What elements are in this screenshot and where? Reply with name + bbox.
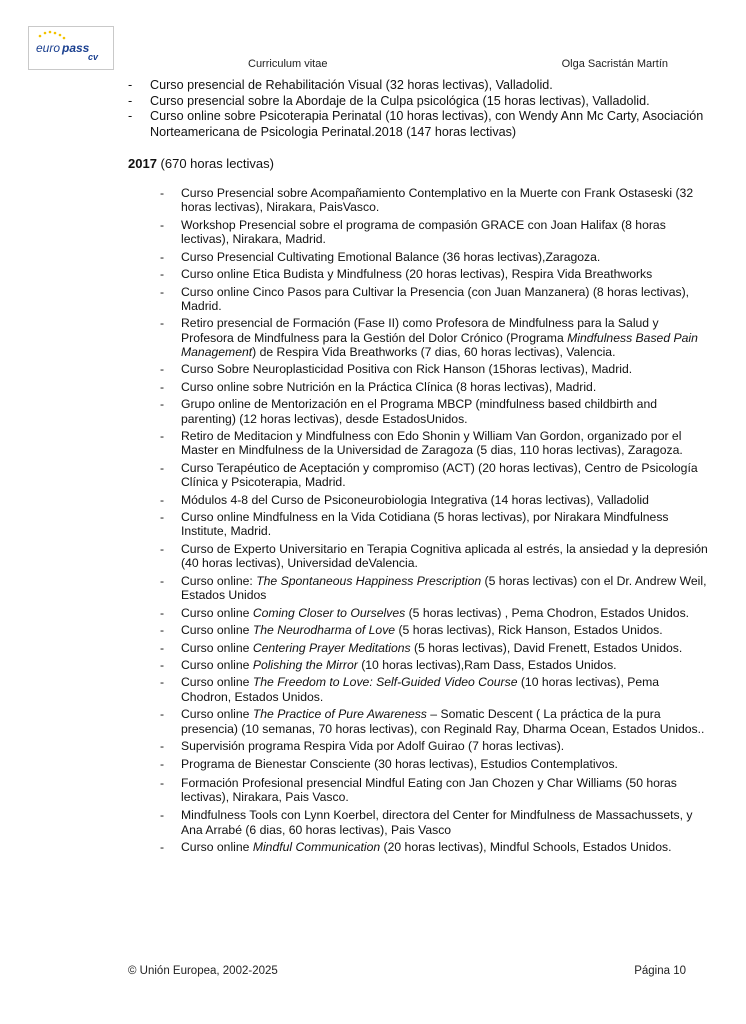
list-item — [160, 658, 712, 672]
item-text: Curso online Etica Budista y Mindfulness (20 horas lectivas), Respira Vida Breathworks — [181, 267, 653, 282]
item-text: Curso online Mindfulness en la Vida Cotidiana (5 horas lectivas), por Nirakara Mindfulness Institute, Madrid. — [181, 510, 669, 539]
item-text: Retiro de Meditacion y Mindfulness con Edo Shonin y William Van Gordon, organizado por el Master en Mindfulness de la Universidad de Zaragoza (5 dias, 110 horas lectivas), Zaragoza. — [181, 429, 683, 458]
item-title-italic: Mindfulness Based Pain Management — [181, 330, 698, 359]
list-item — [160, 623, 712, 637]
item-text: Curso Presencial sobre Acompañamiento Contemplativo en la Muerte con Frank Ostaseski (32 horas lectivas), Nirakara, PaisVasco. — [181, 186, 694, 215]
item-text-tail: (20 horas lectivas), Mindful Schools, Estados Unidos. — [380, 840, 672, 854]
doc-title: Curriculum vitae — [248, 58, 328, 70]
list-item — [160, 707, 712, 736]
list-item — [160, 250, 712, 264]
svg-text:cv: cv — [88, 52, 99, 62]
year-heading — [128, 156, 274, 171]
item-text: Curso Presencial Cultivating Emotional Balance (36 horas lectivas),Zaragoza. — [181, 249, 601, 264]
list-item — [160, 808, 712, 837]
list-item — [160, 285, 712, 314]
item-text: Curso online — [181, 623, 253, 638]
item-text: Supervisión programa Respira Vida por Adolf Guirao (7 horas lectivas). — [181, 739, 565, 754]
item-title-italic: Centering Prayer Meditations — [252, 640, 411, 655]
item-text: Retiro presencial de Formación (Fase II) como Profesora de Mindfulness para la Salud y Profesora de Mindfulness para la Gestión del Dolor Crónico (Programa — [181, 316, 659, 345]
list-item — [160, 675, 712, 704]
item-text: Curso Terapéutico de Aceptación y compromiso (ACT) (20 horas lectivas), Centro de Psicología Clínica y Psicoterapia, Madrid. — [181, 460, 698, 490]
item-title-italic: The Practice of Pure Awareness — [252, 707, 427, 722]
svg-text:pass: pass — [62, 41, 90, 55]
item-text: Curso online — [181, 657, 253, 672]
footer-page-number: Página 10 — [634, 965, 686, 977]
item-text: Curso de Experto Universitario en Terapia Cognitiva aplicada al estrés, la ansiedad y la depresión (40 horas lectivas), Universidad deValencia. — [181, 541, 708, 571]
list-item — [160, 186, 712, 215]
list-item — [160, 510, 712, 539]
list-item — [160, 362, 712, 376]
list-item: - Curso presencial de Rehabilitación Visual (32 horas lectivas), Valladolid. — [128, 78, 718, 94]
list-item — [160, 606, 712, 620]
item-title-italic: The Spontaneous Happiness Prescription — [256, 573, 482, 588]
list-item: - Curso online sobre Psicoterapia Perinatal (10 horas lectivas), con Wendy Ann Mc Carty, Asociación Norteamericana de Psicologia Perinatal.2018 (147 horas lectivas) — [128, 109, 718, 140]
list-item — [160, 739, 712, 753]
list-item — [160, 461, 712, 490]
year-hours: (670 horas lectivas) — [160, 156, 274, 171]
list-item — [160, 380, 712, 394]
list-item — [160, 218, 712, 247]
item-text: Curso online: — [181, 573, 257, 588]
year-label: 2017 — [128, 156, 157, 171]
footer-copyright: © Unión Europea, 2002-2025 — [128, 965, 278, 977]
item-text-tail: (5 horas lectivas), David Frenett, Estados Unidos. — [410, 640, 683, 655]
list-item — [160, 776, 712, 805]
list-item — [160, 542, 712, 571]
list-item: - Curso presencial sobre la Abordaje de la Culpa psicológica (15 horas lectivas), Valladolid. — [128, 94, 718, 110]
item-text: Programa de Bienestar Consciente (30 horas lectivas), Estudios Contemplativos. — [181, 757, 618, 772]
item-text: Módulos 4-8 del Curso de Psiconeurobiologia Integrativa (14 horas lectivas), Valladolid — [181, 492, 649, 507]
item-text: Mindfulness Tools con Lynn Koerbel, directora del Center for Mindfulness de Massachussets, y Ana Arrabé (6 dias, 60 horas lectivas), Pais Vasco — [181, 808, 693, 837]
item-title-italic: Polishing the Mirror — [252, 657, 358, 672]
list-item — [160, 574, 712, 603]
continued-course-list — [128, 78, 718, 140]
list-item — [160, 267, 712, 281]
europass-cv-logo — [28, 26, 114, 70]
list-item — [160, 493, 712, 507]
item-title-italic: Coming Closer to Ourselves — [252, 605, 406, 620]
item-text: Curso online — [181, 605, 253, 620]
list-item — [160, 316, 712, 359]
svg-text:euro: euro — [36, 41, 61, 55]
list-item — [160, 397, 712, 426]
item-text: Formación Profesional presencial Mindful Eating con Jan Chozen y Char Williams (50 horas lectivas), Nirakara, Pais Vasco. — [181, 775, 677, 804]
item-title-italic: The Neurodharma of Love — [252, 623, 396, 638]
item-text-tail: – Somatic Descent ( La práctica de la pura presencia) (10 semanas, 70 horas lectivas), con Reginald Ray, Dharma Ocean, Estados Unidos.. — [181, 707, 705, 736]
author-name: Olga Sacristán Martín — [561, 58, 668, 70]
list-item — [160, 840, 712, 854]
item-title-italic: Mindful Communication — [252, 840, 381, 854]
item-text: Curso online Cinco Pasos para Cultivar la Presencia (con Juan Manzanera) (8 horas lectivas), Madrid. — [181, 284, 690, 313]
item-text: Curso Sobre Neuroplasticidad Positiva con Rick Hanson (15horas lectivas), Madrid. — [181, 362, 633, 377]
item-text: Curso online — [181, 840, 253, 854]
item-text-tail: (10 horas lectivas), Pema Chodron, Estados Unidos. — [181, 675, 660, 704]
item-text-tail: (5 horas lectivas), Rick Hanson, Estados Unidos. — [395, 623, 663, 638]
item-text-tail: (5 horas lectivas) con el Dr. Andrew Weil, Estados Unidos — [181, 573, 707, 603]
item-text-tail: ) de Respira Vida Breathworks (7 dias, 60 horas lectivas), Valencia. — [252, 344, 616, 359]
list-item — [160, 429, 712, 458]
item-text: Curso online sobre Nutrición en la Práctica Clínica (8 horas lectivas), Madrid. — [181, 379, 597, 394]
item-text-tail: (10 horas lectivas),Ram Dass, Estados Unidos. — [357, 657, 617, 672]
item-text: Workshop Presencial sobre el programa de compasión GRACE con Joan Halifax (8 horas lectivas), Nirakara, Madrid. — [181, 217, 666, 247]
item-text: Curso online — [181, 675, 253, 690]
item-text-tail: (5 horas lectivas) , Pema Chodron, Estados Unidos. — [405, 605, 690, 620]
item-text: Curso online — [181, 640, 253, 655]
item-text: Curso online — [181, 707, 253, 722]
list-item — [160, 757, 712, 771]
item-title-italic: The Freedom to Love: Self-Guided Video Course — [252, 675, 518, 690]
list-item — [160, 641, 712, 655]
item-text: Grupo online de Mentorización en el Programa MBCP (mindfulness based childbirth and parenting) (12 horas lectivas), desde EstadosUnidos. — [181, 397, 658, 426]
course-list-2017 — [160, 186, 712, 857]
